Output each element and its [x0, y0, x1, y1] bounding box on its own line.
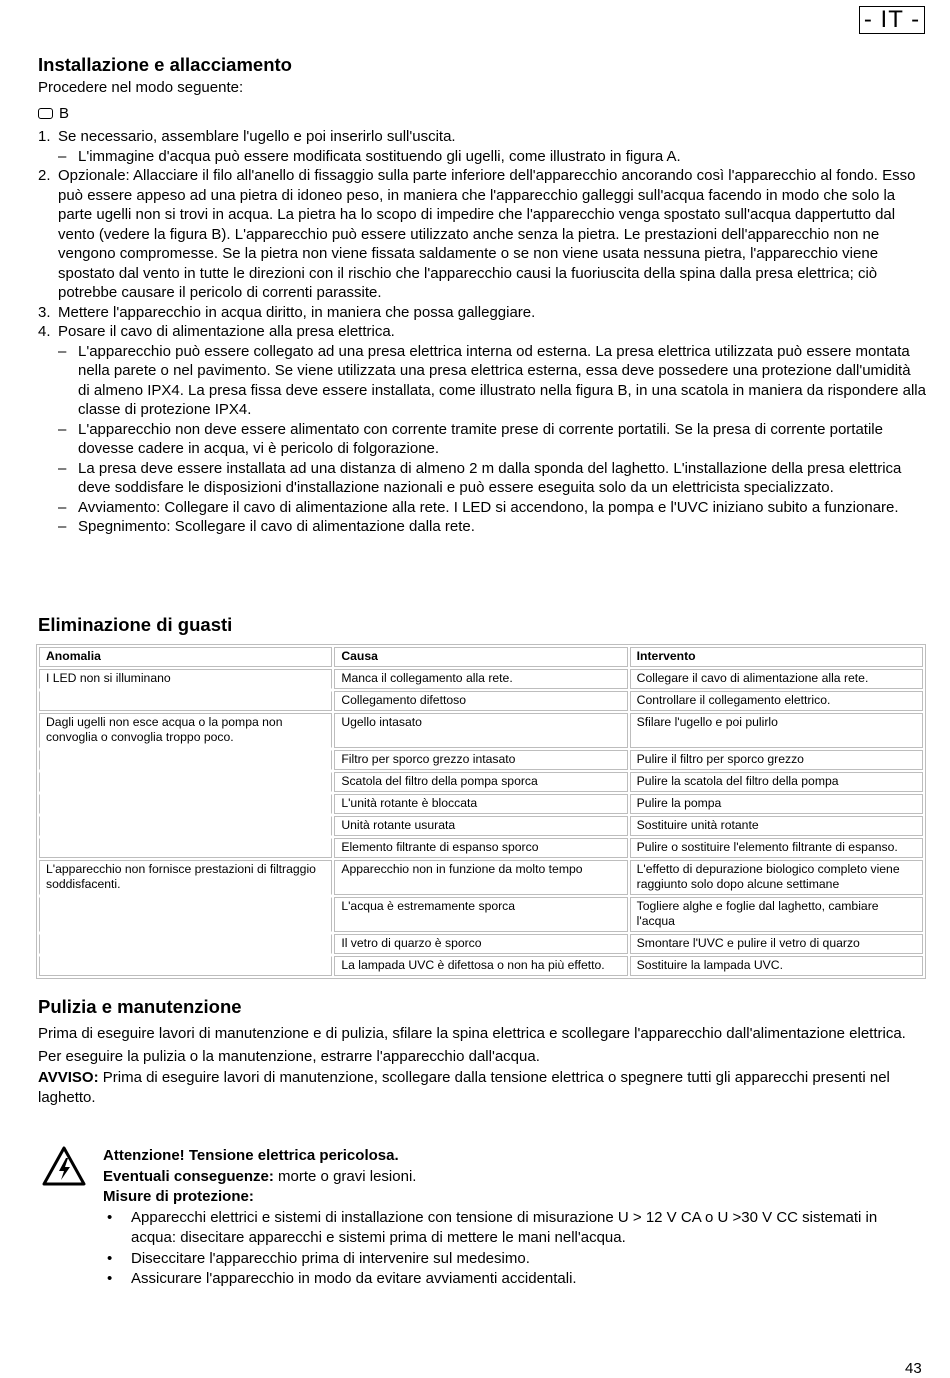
remedy-cell: Sostituire la lampada UVC. [630, 956, 923, 976]
installation-intro: Procedere nel modo seguente: [38, 79, 244, 96]
remedy-cell: Togliere alghe e foglie dal laghetto, cambiare l'acqua [630, 897, 923, 932]
warning-bullet-1: • Apparecchi elettrici e sistemi di installazione con tensione di misurazione U > 12 V CA o U >30 V CC sistemati in acqua: disecitare apparecchi e sistemi prima di mettere le mani nell'acqua. [107, 1208, 878, 1246]
anomaly-cell-cont [39, 772, 332, 792]
remedy-cell: Sfilare l'ugello e poi pulirlo [630, 713, 923, 748]
page-number: 43 [905, 1360, 922, 1377]
cause-cell: L'unità rotante è bloccata [334, 794, 627, 814]
notice-text: Prima di eseguire lavori di manutenzione, scollegare dalla tensione elettrica o spegnere tutti gli apparecchi presenti nel laghetto. [38, 1069, 890, 1106]
table-row [39, 669, 923, 689]
step-4-note-1: – L'apparecchio può essere collegato ad una presa elettrica interna od esterna. La presa elettrica utilizzata può essere montata nella parete o nel pavimento. Se viene utilizzata una presa elettrica esterna, essa deve possedere una protezione dall'umidità di almeno IPX4. La presa fissa deve essere installata, come illustrato nella figura B, in una scatola in maniera da rispondere alla classe di protezione IPX4. [58, 342, 926, 418]
step-4-note-4: – Avviamento: Collegare il cavo di alimentazione alla rete. I LED si accendono, la pompa e l'UVC iniziano subito a funzionare. [58, 498, 899, 516]
step-4-note-3: – La presa deve essere installata ad una distanza di almeno 2 m dalla sponda del laghetto. L'installazione della presa elettrica deve soddisfare le disposizioni d'installazione nazionali e può essere eseguita solo da un elettricista specializzato. [58, 459, 902, 496]
remedy-cell: Controllare il collegamento elettrico. [630, 691, 923, 711]
table-row [39, 956, 923, 976]
anomaly-cell: Dagli ugelli non esce acqua o la pompa non convoglia o convoglia troppo poco. [39, 713, 332, 748]
step-1-note: – L'immagine d'acqua può essere modificata sostituendo gli ugelli, come illustrato in figura A. [58, 147, 681, 165]
column-header: Intervento [630, 647, 923, 667]
table-row [39, 713, 923, 748]
warning-title: Attenzione! Tensione elettrica pericolosa. [103, 1147, 399, 1164]
cause-cell: Il vetro di quarzo è sporco [334, 934, 627, 954]
figure-label: B [59, 104, 70, 122]
anomaly-cell-cont [39, 691, 332, 711]
table-header-row [39, 647, 923, 667]
column-header: Causa [334, 647, 627, 667]
cleaning-title: Pulizia e manutenzione [38, 996, 242, 1017]
remedy-cell: Pulire la pompa [630, 794, 923, 814]
cleaning-paragraph-1: Prima di eseguire lavori di manutenzione e di pulizia, sfilare la spina elettrica e scollegare l'apparecchio dall'alimentazione elettrica. [38, 1025, 906, 1042]
step-2: 2. Opzionale: Allacciare il filo all'anello di fissaggio sulla parte inferiore dell'apparecchio ancorando così l'apparecchio al fondo. Esso può essere appeso ad una pietra di idoneo peso, in maniera che l'apparecchio galleggi sull'acqua facendo in modo che solo la parte ugelli non si trovi in acqua. La pietra ha lo scopo di impedire che l'apparecchio venga spostato sull'acqua dappertutto dal vento (vedere la figura B). L'apparecchio può essere utilizzato anche senza la pietra. Le prestazioni dell'apparecchio non ne vengono compromesse. Se la pietra non viene fissata saldamente o se non viene usata nessuna pietra, l'apparecchio viene spostato dal vento in tutte le direzioni con il rischio che l'apparecchio causi la fuoriuscita della spina dalla presa elettrica; ciò potrebbe causare il pericolo di correnti parassite. [38, 167, 916, 301]
cause-cell: Filtro per sporco grezzo intasato [334, 750, 627, 770]
anomaly-cell-cont [39, 934, 332, 954]
table-row [39, 691, 923, 711]
anomaly-cell-cont [39, 956, 332, 976]
table-row [39, 772, 923, 792]
warning-consequences: Eventuali conseguenze: morte o gravi lesioni. [103, 1167, 417, 1185]
language-badge: - IT - [859, 6, 925, 34]
remedy-cell: Collegare il cavo di alimentazione alla rete. [630, 669, 923, 689]
cause-cell: Apparecchio non in funzione da molto tempo [334, 860, 627, 895]
warning-bullet-2: • Diseccitare l'apparecchio prima di intervenire sul medesimo. [107, 1249, 530, 1267]
cleaning-notice [38, 1068, 926, 1107]
step-3: 3. Mettere l'apparecchio in acqua diritto, in maniera che possa galleggiare. [38, 303, 536, 321]
remedy-cell: Pulire la scatola del filtro della pompa [630, 772, 923, 792]
anomaly-cell: L'apparecchio non fornisce prestazioni di filtraggio soddisfacenti. [39, 860, 332, 895]
installation-title: Installazione e allacciamento [38, 54, 292, 75]
troubleshooting-table [36, 644, 926, 979]
step-4-note-2: – L'apparecchio non deve essere alimentato con corrente tramite prese di corrente portatili. Se la presa di corrente portatile dovesse cadere in acqua, vi è pericolo di folgorazione. [58, 420, 883, 457]
warning-bullet-3: • Assicurare l'apparecchio in modo da evitare avviamenti accidentali. [107, 1270, 577, 1287]
installation-steps [38, 127, 926, 537]
step-4: 4. Posare il cavo di alimentazione alla presa elettrica. [38, 323, 395, 340]
cleaning-paragraph-2: Per eseguire la pulizia o la manutenzione, estrarre l'apparecchio dall'acqua. [38, 1047, 540, 1065]
table-row [39, 750, 923, 770]
cause-cell: Scatola del filtro della pompa sporca [334, 772, 627, 792]
cause-cell: L'acqua è estremamente sporca [334, 897, 627, 932]
remedy-cell: Pulire o sostituire l'elemento filtrante di espanso. [630, 838, 923, 858]
table-row [39, 794, 923, 814]
column-header: Anomalia [39, 647, 332, 667]
table-row [39, 838, 923, 858]
figure-reference [38, 104, 926, 124]
cause-cell: Ugello intasato [334, 713, 627, 748]
high-voltage-warning-icon [42, 1146, 86, 1186]
installation-section [38, 54, 926, 537]
anomaly-cell-cont [39, 816, 332, 836]
cause-cell: Collegamento difettoso [334, 691, 627, 711]
warning-measures-label: Misure di protezione: [103, 1188, 254, 1205]
anomaly-cell: I LED non si illuminano [39, 669, 332, 689]
cause-cell: Unità rotante usurata [334, 816, 627, 836]
table-row [39, 934, 923, 954]
anomaly-cell-cont [39, 794, 332, 814]
cleaning-section [38, 996, 926, 1107]
troubleshooting-section [38, 614, 926, 979]
table-row [39, 897, 923, 932]
remedy-cell: Pulire il filtro per sporco grezzo [630, 750, 923, 770]
troubleshooting-title: Eliminazione di guasti [38, 614, 233, 635]
anomaly-cell-cont [39, 750, 332, 770]
anomaly-cell-cont [39, 838, 332, 858]
figure-icon [38, 108, 53, 119]
notice-label: AVVISO: [38, 1069, 99, 1086]
cause-cell: La lampada UVC è difettosa o non ha più effetto. [334, 956, 627, 976]
anomaly-cell-cont [39, 897, 332, 932]
step-4-note-5: – Spegnimento: Scollegare il cavo di alimentazione dalla rete. [58, 518, 475, 535]
cause-cell: Manca il collegamento alla rete. [334, 669, 627, 689]
cause-cell: Elemento filtrante di espanso sporco [334, 838, 627, 858]
step-1: 1. Se necessario, assemblare l'ugello e poi inserirlo sull'uscita. [38, 128, 456, 145]
table-row [39, 816, 923, 836]
warning-body [103, 1146, 923, 1290]
table-row [39, 860, 923, 895]
remedy-cell: Sostituire unità rotante [630, 816, 923, 836]
remedy-cell: L'effetto di depurazione biologico completo viene raggiunto solo dopo alcune settimane [630, 860, 923, 895]
remedy-cell: Smontare l'UVC e pulire il vetro di quarzo [630, 934, 923, 954]
